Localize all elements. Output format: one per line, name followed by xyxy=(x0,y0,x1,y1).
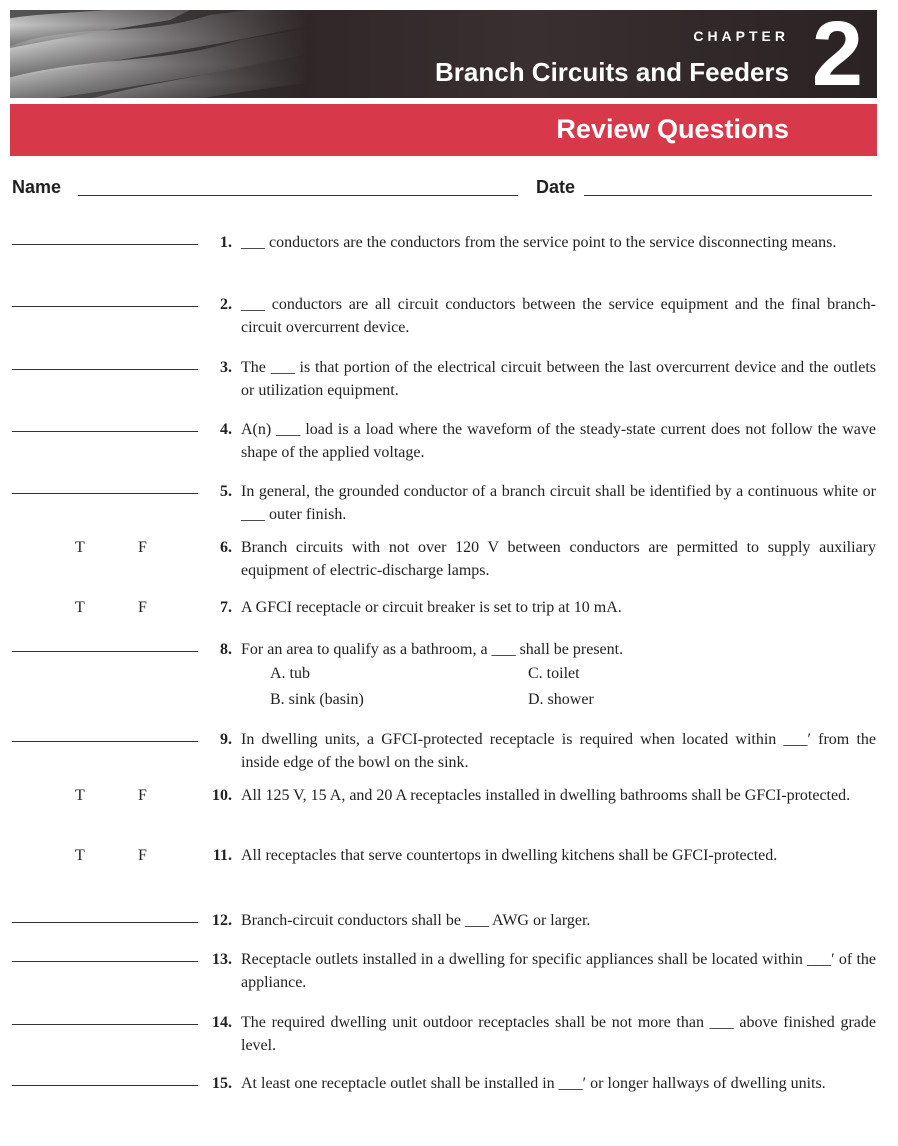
name-label: Name xyxy=(12,177,62,197)
false-option[interactable]: F xyxy=(138,599,147,616)
answer-blank[interactable] xyxy=(12,651,198,652)
answer-blank[interactable] xyxy=(12,1024,198,1025)
option-d: D. shower xyxy=(528,691,594,708)
question-number: 13. xyxy=(212,951,232,968)
question-text: ___ conductors are the conductors from the service point to the service disconnecting means. xyxy=(241,234,837,251)
chapter-label: CHAPTER xyxy=(693,28,789,44)
question-number: 9. xyxy=(220,731,232,748)
question-text: A GFCI receptacle or circuit breaker is set to trip at 10 mA. xyxy=(241,599,622,616)
answer-blank[interactable] xyxy=(12,493,198,494)
review-questions-bar xyxy=(10,104,877,156)
answer-blank[interactable] xyxy=(12,741,198,742)
question-text: All receptacles that serve countertops in dwelling kitchens shall be GFCI-protected. xyxy=(241,847,778,864)
question-number: 1. xyxy=(220,234,232,251)
option-b: B. sink (basin) xyxy=(270,691,364,708)
question-number: 12. xyxy=(212,912,232,929)
true-option[interactable]: T xyxy=(75,539,85,556)
name-field[interactable] xyxy=(78,195,518,196)
false-option[interactable]: F xyxy=(138,787,147,804)
question-text: Receptacle outlets installed in a dwelling for specific appliances shall be located within ___′ of the appliance. xyxy=(241,951,876,991)
question-number: 11. xyxy=(212,847,232,864)
name-date-row xyxy=(12,177,877,201)
question-text: At least one receptacle outlet shall be installed in ___′ or longer hallways of dwelling units. xyxy=(241,1075,826,1092)
question-text: The ___ is that portion of the electrical circuit between the last overcurrent device and the outlets or utilization equipment. xyxy=(241,359,876,399)
question-number: 6. xyxy=(220,539,232,556)
true-option[interactable]: T xyxy=(75,599,85,616)
false-option[interactable]: F xyxy=(138,847,147,864)
question-text: In dwelling units, a GFCI-protected receptacle is required when located within ___′ from the inside edge of the bowl on the sink. xyxy=(241,731,876,771)
answer-blank[interactable] xyxy=(12,244,198,245)
date-field[interactable] xyxy=(584,195,872,196)
option-a: A. tub xyxy=(270,665,310,682)
question-text: ___ conductors are all circuit conductors between the service equipment and the final branch-circuit overcurrent device. xyxy=(241,296,876,336)
question-number: 15. xyxy=(212,1075,232,1092)
question-number: 2. xyxy=(220,296,232,313)
question-text: Branch circuits with not over 120 V between conductors are permitted to supply auxiliary equipment of electric-discharge lamps. xyxy=(241,539,876,579)
answer-blank[interactable] xyxy=(12,369,198,370)
date-label: Date xyxy=(536,177,576,197)
question-text: The required dwelling unit outdoor receptacles shall be not more than ___ above finished grade level. xyxy=(241,1014,876,1054)
question-text: Branch-circuit conductors shall be ___ AWG or larger. xyxy=(241,912,591,929)
answer-blank[interactable] xyxy=(12,961,198,962)
question-text: For an area to qualify as a bathroom, a ___ shall be present. xyxy=(241,641,624,658)
chapter-title: Branch Circuits and Feeders xyxy=(435,57,789,87)
question-number: 8. xyxy=(220,641,232,658)
review-title: Review Questions xyxy=(556,114,789,144)
chapter-banner xyxy=(10,10,877,98)
chapter-number: 2 xyxy=(811,10,863,98)
question-number: 7. xyxy=(220,599,232,616)
true-option[interactable]: T xyxy=(75,847,85,864)
true-option[interactable]: T xyxy=(75,787,85,804)
answer-blank[interactable] xyxy=(12,431,198,432)
option-c: C. toilet xyxy=(528,665,580,682)
question-text: All 125 V, 15 A, and 20 A receptacles installed in dwelling bathrooms shall be GFCI-protected. xyxy=(241,787,851,804)
answer-blank[interactable] xyxy=(12,922,198,923)
question-number: 10. xyxy=(212,787,232,804)
question-number: 4. xyxy=(220,421,232,438)
question-number: 14. xyxy=(212,1014,232,1031)
false-option[interactable]: F xyxy=(138,539,147,556)
answer-blank[interactable] xyxy=(12,1085,198,1086)
question-text: In general, the grounded conductor of a branch circuit shall be identified by a continuous white or ___ outer finish. xyxy=(241,483,876,523)
question-number: 3. xyxy=(220,359,232,376)
question-text: A(n) ___ load is a load where the waveform of the steady-state current does not follow the wave shape of the applied voltage. xyxy=(241,421,876,461)
question-number: 5. xyxy=(220,483,232,500)
conduit-pipes-image xyxy=(10,10,310,98)
answer-blank[interactable] xyxy=(12,306,198,307)
